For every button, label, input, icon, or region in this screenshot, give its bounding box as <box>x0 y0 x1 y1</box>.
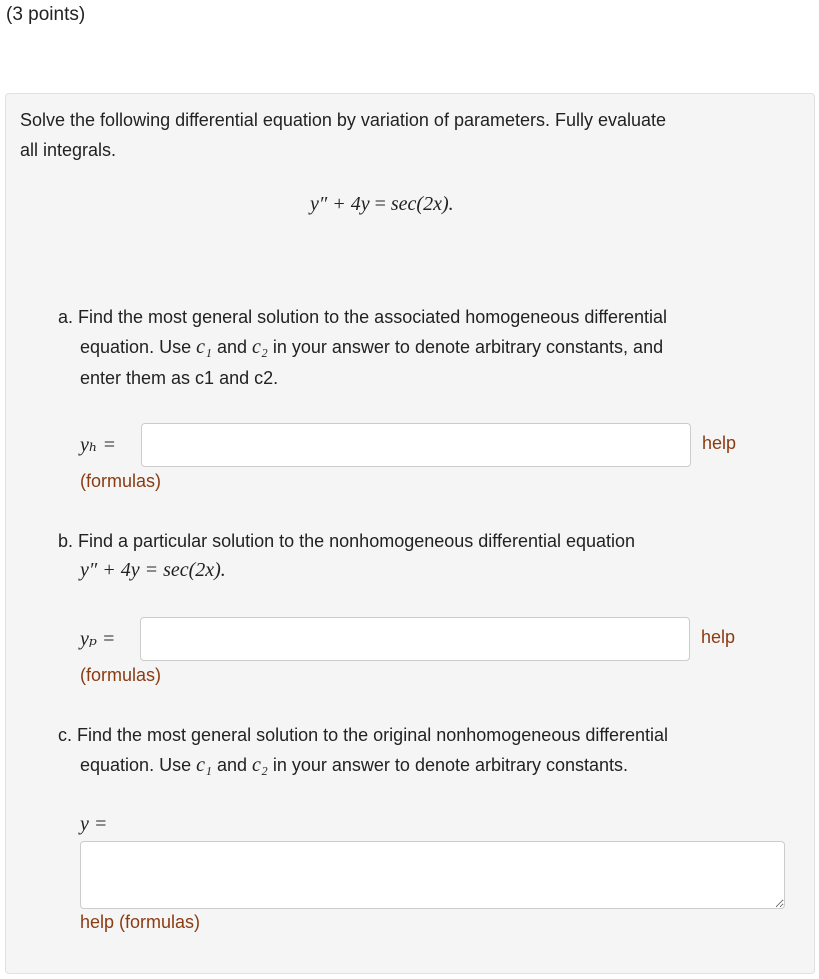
yp-input[interactable] <box>140 617 690 661</box>
yh-input[interactable] <box>141 423 691 467</box>
equation-rhs: sec(2x). <box>390 193 454 215</box>
help-link-b[interactable]: help <box>701 627 736 647</box>
yp-label: yₚ = <box>80 628 116 650</box>
c2-symbol: c₂ <box>252 336 268 358</box>
part-b-line-1: b. Find a particular solution to the nonhomogeneous differential equation <box>58 531 636 551</box>
text: in your answer to denote arbitrary constants, and <box>272 337 664 357</box>
equation-lhs: y″ + 4y <box>310 193 370 215</box>
part-c-line-2 <box>80 750 628 780</box>
formulas-link-c[interactable]: (formulas) <box>119 912 201 932</box>
part-c-line-1: c. Find the most general solution to the original nonhomogeneous differential <box>58 725 669 745</box>
y-label: y = <box>80 813 108 835</box>
c1-symbol: c₁ <box>196 336 212 358</box>
y-textarea[interactable] <box>80 841 785 909</box>
part-a-line-2 <box>80 332 663 362</box>
help-link-a[interactable]: help <box>702 433 737 453</box>
help-formulas-c <box>80 912 200 933</box>
formulas-link-b[interactable]: (formulas) <box>80 665 162 685</box>
equation-rel: = <box>369 193 391 215</box>
part-a-line-1: a. Find the most general solution to the associated homogeneous differential <box>58 307 668 327</box>
help-link-c[interactable]: help <box>80 912 115 932</box>
part-a-line-3: enter them as c1 and c2. <box>80 368 279 388</box>
intro-line-1: Solve the following differential equation by variation of parameters. Fully evaluate <box>20 110 667 130</box>
part-b-equation: y″ + 4y = sec(2x). <box>80 559 226 581</box>
text: and <box>216 755 247 775</box>
c1-symbol: c₁ <box>196 754 212 776</box>
points-label: (3 points) <box>6 4 86 25</box>
c2-symbol: c₂ <box>252 754 268 776</box>
yh-label: yₕ = <box>80 434 117 456</box>
text: equation. Use <box>80 755 192 775</box>
text: equation. Use <box>80 337 192 357</box>
text: in your answer to denote arbitrary constants. <box>272 755 629 775</box>
main-equation <box>310 193 454 216</box>
formulas-link-a[interactable]: (formulas) <box>80 471 162 491</box>
intro-line-2: all integrals. <box>20 140 117 160</box>
text: and <box>216 337 247 357</box>
